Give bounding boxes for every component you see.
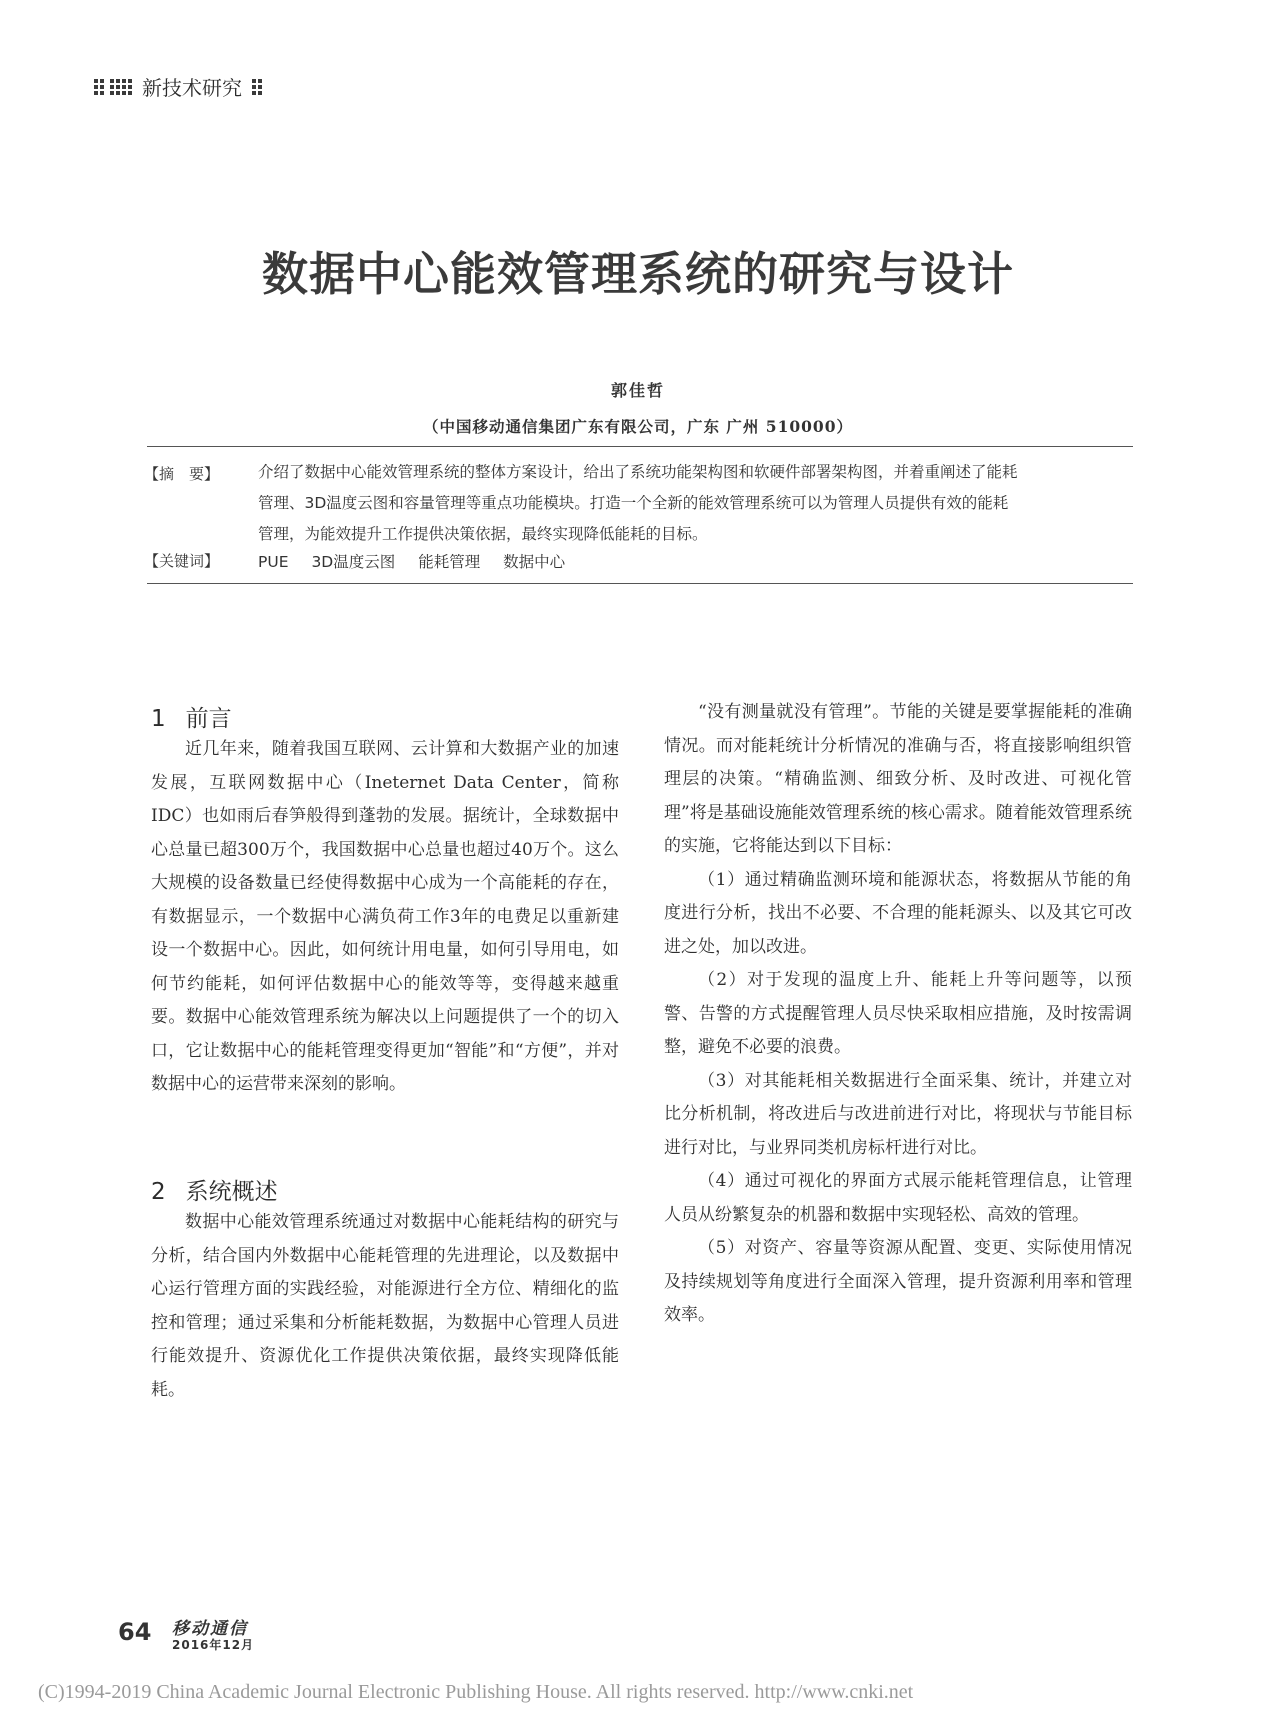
- copyright-notice: (C)1994-2019 China Academic Journal Electronic Publishing House. All rights reserved. http://www.cnki.net: [38, 1681, 914, 1703]
- keyword: PUE: [258, 553, 289, 571]
- section-tag-label: 新技术研究: [142, 76, 242, 100]
- section-2-body: [151, 1206, 619, 1407]
- keywords-label: 【关键词】: [144, 552, 220, 570]
- section-heading-1: [151, 700, 232, 733]
- list-item: （5）对资产、容量等资源从配置、变更、实际使用情况及持续规划等角度进行全面深入管理，提升资源利用率和管理效率。: [664, 1238, 1132, 1325]
- abstract-top-rule: [147, 446, 1133, 447]
- list-item: （2）对于发现的温度上升、能耗上升等问题等，以预警、告警的方式提醒管理人员尽快采取相应措施，及时按需调整，避免不必要的浪费。: [664, 970, 1132, 1057]
- section-tag: [94, 72, 262, 101]
- decor-dots-icon: [94, 79, 104, 95]
- keyword: 数据中心: [503, 553, 566, 571]
- journal-issue: 2016年12月: [172, 1638, 255, 1652]
- list-item: （3）对其能耗相关数据进行全面采集、统计，并建立对比分析机制，将改进后与改进前进行对比，将现状与节能目标进行对比，与业界同类机房标杆进行对比。: [664, 1070, 1132, 1158]
- keywords-list: [258, 550, 1132, 572]
- right-column-body: [664, 696, 1132, 1333]
- keyword: 能耗管理: [418, 553, 481, 571]
- paragraph: 近几年来，随着我国互联网、云计算和大数据产业的加速发展，互联网数据中心（Ineternet Data Center，简称IDC）也如雨后春笋般得到蓬勃的发展。据统计，全球数据中心总量已超300万个，我国数据中心总量也超过40万个。这么大规模的设备数量已经使得数据中心成为一个高能耗的存在，有数据显示，一个数据中心满负荷工作3年的电费足以重新建设一个数据中心。因此，如何统计用电量，如何引导用电，如何节约能耗，如何评估数据中心的能效等等，变得越来越重要。数据中心能效管理系统为解决以上问题提供了一个的切入口，它让数据中心的能耗管理变得更加“智能”和“方便”，并对数据中心的运营带来深刻的影响。: [151, 739, 619, 1094]
- section-title: 前言: [185, 706, 232, 732]
- paragraph: “没有测量就没有管理”。节能的关键是要掌握能耗的准确情况。而对能耗统计分析情况的准确与否，将直接影响组织管理层的决策。“精确监测、细致分析、及时改进、可视化管理”将是基础设施能效管理系统的核心需求。随着能效管理系统的实施，它将能达到以下目标：: [664, 702, 1132, 856]
- section-number: 2: [151, 1179, 166, 1205]
- abstract-line: 管理、3D温度云图和容量管理等重点功能模块。打造一个全新的能效管理系统可以为管理人员提供有效的能耗: [258, 494, 1009, 512]
- keyword: 3D温度云图: [311, 553, 396, 571]
- abstract-text: [258, 457, 1132, 550]
- section-number: 1: [151, 706, 166, 732]
- list-item: （4）通过可视化的界面方式展示能耗管理信息，让管理人员从纷繁复杂的机器和数据中实现轻松、高效的管理。: [664, 1171, 1132, 1225]
- list-item: （1）通过精确监测环境和能源状态，将数据从节能的角度进行分析，找出不必要、不合理的能耗源头、以及其它可改进之处，加以改进。: [664, 869, 1132, 957]
- abstract-label: 【摘 要】: [144, 465, 220, 483]
- abstract-line: 介绍了数据中心能效管理系统的整体方案设计，给出了系统功能架构图和软硬件部署架构图，并着重阐述了能耗: [258, 463, 1018, 481]
- abstract-bottom-rule: [147, 583, 1133, 584]
- section-heading-2: [151, 1173, 278, 1206]
- paragraph: 数据中心能效管理系统通过对数据中心能耗结构的研究与分析，结合国内外数据中心能耗管理的先进理论，以及数据中心运行管理方面的实践经验，对能源进行全方位、精细化的监控和管理；通过采集和分析能耗数据，为数据中心管理人员进行能效提升、资源优化工作提供决策依据，最终实现降低能耗。: [151, 1212, 619, 1400]
- paper-title: 数据中心能效管理系统的研究与设计: [262, 247, 1014, 301]
- decor-dots-icon: [110, 79, 132, 95]
- affiliation: （中国移动通信集团广东有限公司，广东 广州 510000）: [422, 417, 853, 436]
- section-title: 系统概述: [185, 1179, 278, 1205]
- section-1-body: [151, 733, 619, 1102]
- author: 郭佳哲: [610, 381, 665, 400]
- journal-name: 移动通信: [172, 1619, 248, 1639]
- decor-dots-icon: [252, 79, 262, 95]
- abstract-line: 管理，为能效提升工作提供决策依据，最终实现降低能耗的目标。: [258, 525, 708, 543]
- page-number: 64: [118, 1618, 152, 1646]
